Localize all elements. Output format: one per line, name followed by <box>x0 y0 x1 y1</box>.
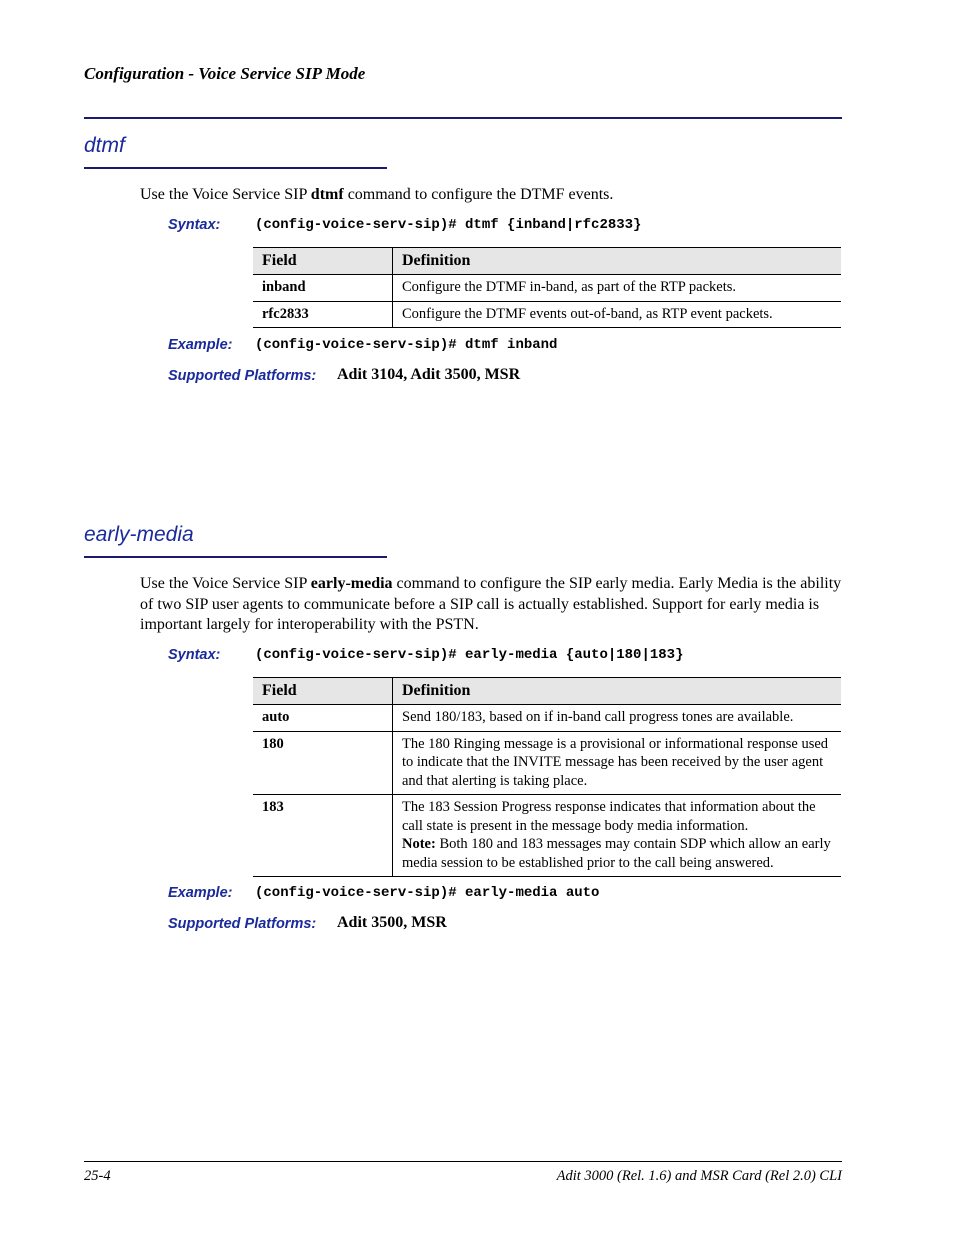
definition-cell: Configure the DTMF in-band, as part of the RTP packets. <box>393 275 842 302</box>
intro-command: dtmf <box>310 186 344 203</box>
example-label: Example: <box>168 337 233 353</box>
definition-cell: Configure the DTMF events out-of-band, as RTP event packets. <box>393 301 842 328</box>
field-cell: auto <box>253 705 393 732</box>
syntax-label: Syntax: <box>168 217 221 233</box>
intro-text: command to configure the SIP early media. Early Media is the ability of two SIP user agents to communicate before a SIP call is actually established. Support for early media is important largely for interoperability with the PSTN. <box>140 575 842 633</box>
section-title-early-media: early-media <box>84 523 194 546</box>
table-header-field: Field <box>253 678 393 705</box>
field-cell: 183 <box>253 795 393 877</box>
example-code: (config-voice-serv-sip)# early-media auto <box>255 885 600 901</box>
definition-cell: The 180 Ringing message is a provisional or informational response used to indicate that the INVITE message has been received by the user agent and that alerting is taking place. <box>393 731 842 795</box>
syntax-code: (config-voice-serv-sip)# early-media {auto|180|183} <box>255 647 684 663</box>
table-header-definition: Definition <box>393 678 842 705</box>
table-row <box>253 705 841 732</box>
field-table-early-media <box>253 677 841 877</box>
definition-cell <box>393 795 842 877</box>
platforms-value: Adit 3500, MSR <box>337 914 447 931</box>
intro-text: Use the Voice Service SIP <box>140 575 311 592</box>
table-row <box>253 731 841 795</box>
note-label: Note: <box>402 836 436 852</box>
header-rule <box>84 117 842 119</box>
intro-command: early-media <box>310 575 393 592</box>
document-title: Adit 3000 (Rel. 1.6) and MSR Card (Rel 2.0) CLI <box>556 1168 842 1184</box>
table-header-row <box>253 678 841 705</box>
syntax-label: Syntax: <box>168 647 221 663</box>
table-row <box>253 275 841 302</box>
field-table-dtmf <box>253 247 841 328</box>
syntax-code: (config-voice-serv-sip)# dtmf {inband|rfc2833} <box>255 217 642 233</box>
running-header: Configuration - Voice Service SIP Mode <box>84 64 366 83</box>
intro-text: command to configure the DTMF events. <box>343 186 614 203</box>
definition-cell: Send 180/183, based on if in-band call progress tones are available. <box>393 705 842 732</box>
section-rule <box>84 167 387 169</box>
table-header-row <box>253 248 841 275</box>
platforms-value: Adit 3104, Adit 3500, MSR <box>337 366 521 383</box>
page-number: 25-4 <box>84 1168 111 1184</box>
section-title-dtmf: dtmf <box>84 134 125 157</box>
field-cell: inband <box>253 275 393 302</box>
field-cell: 180 <box>253 731 393 795</box>
platforms-label: Supported Platforms: <box>168 368 317 384</box>
section-intro <box>140 574 842 636</box>
example-code: (config-voice-serv-sip)# dtmf inband <box>255 337 558 353</box>
definition-text: The 183 Session Progress response indicates that information about the call state is present in the message body media information. <box>402 799 816 834</box>
intro-text: Use the Voice Service SIP <box>140 186 311 203</box>
table-header-field: Field <box>253 248 393 275</box>
platforms-label: Supported Platforms: <box>168 916 317 932</box>
note-text: Both 180 and 183 messages may contain SDP which allow an early media session to be established prior to the call being answered. <box>402 836 831 871</box>
section-rule <box>84 556 387 558</box>
table-row <box>253 795 841 877</box>
footer-rule <box>84 1161 842 1162</box>
field-cell: rfc2833 <box>253 301 393 328</box>
table-row <box>253 301 841 328</box>
section-intro <box>140 185 842 206</box>
example-label: Example: <box>168 885 233 901</box>
table-header-definition: Definition <box>393 248 842 275</box>
